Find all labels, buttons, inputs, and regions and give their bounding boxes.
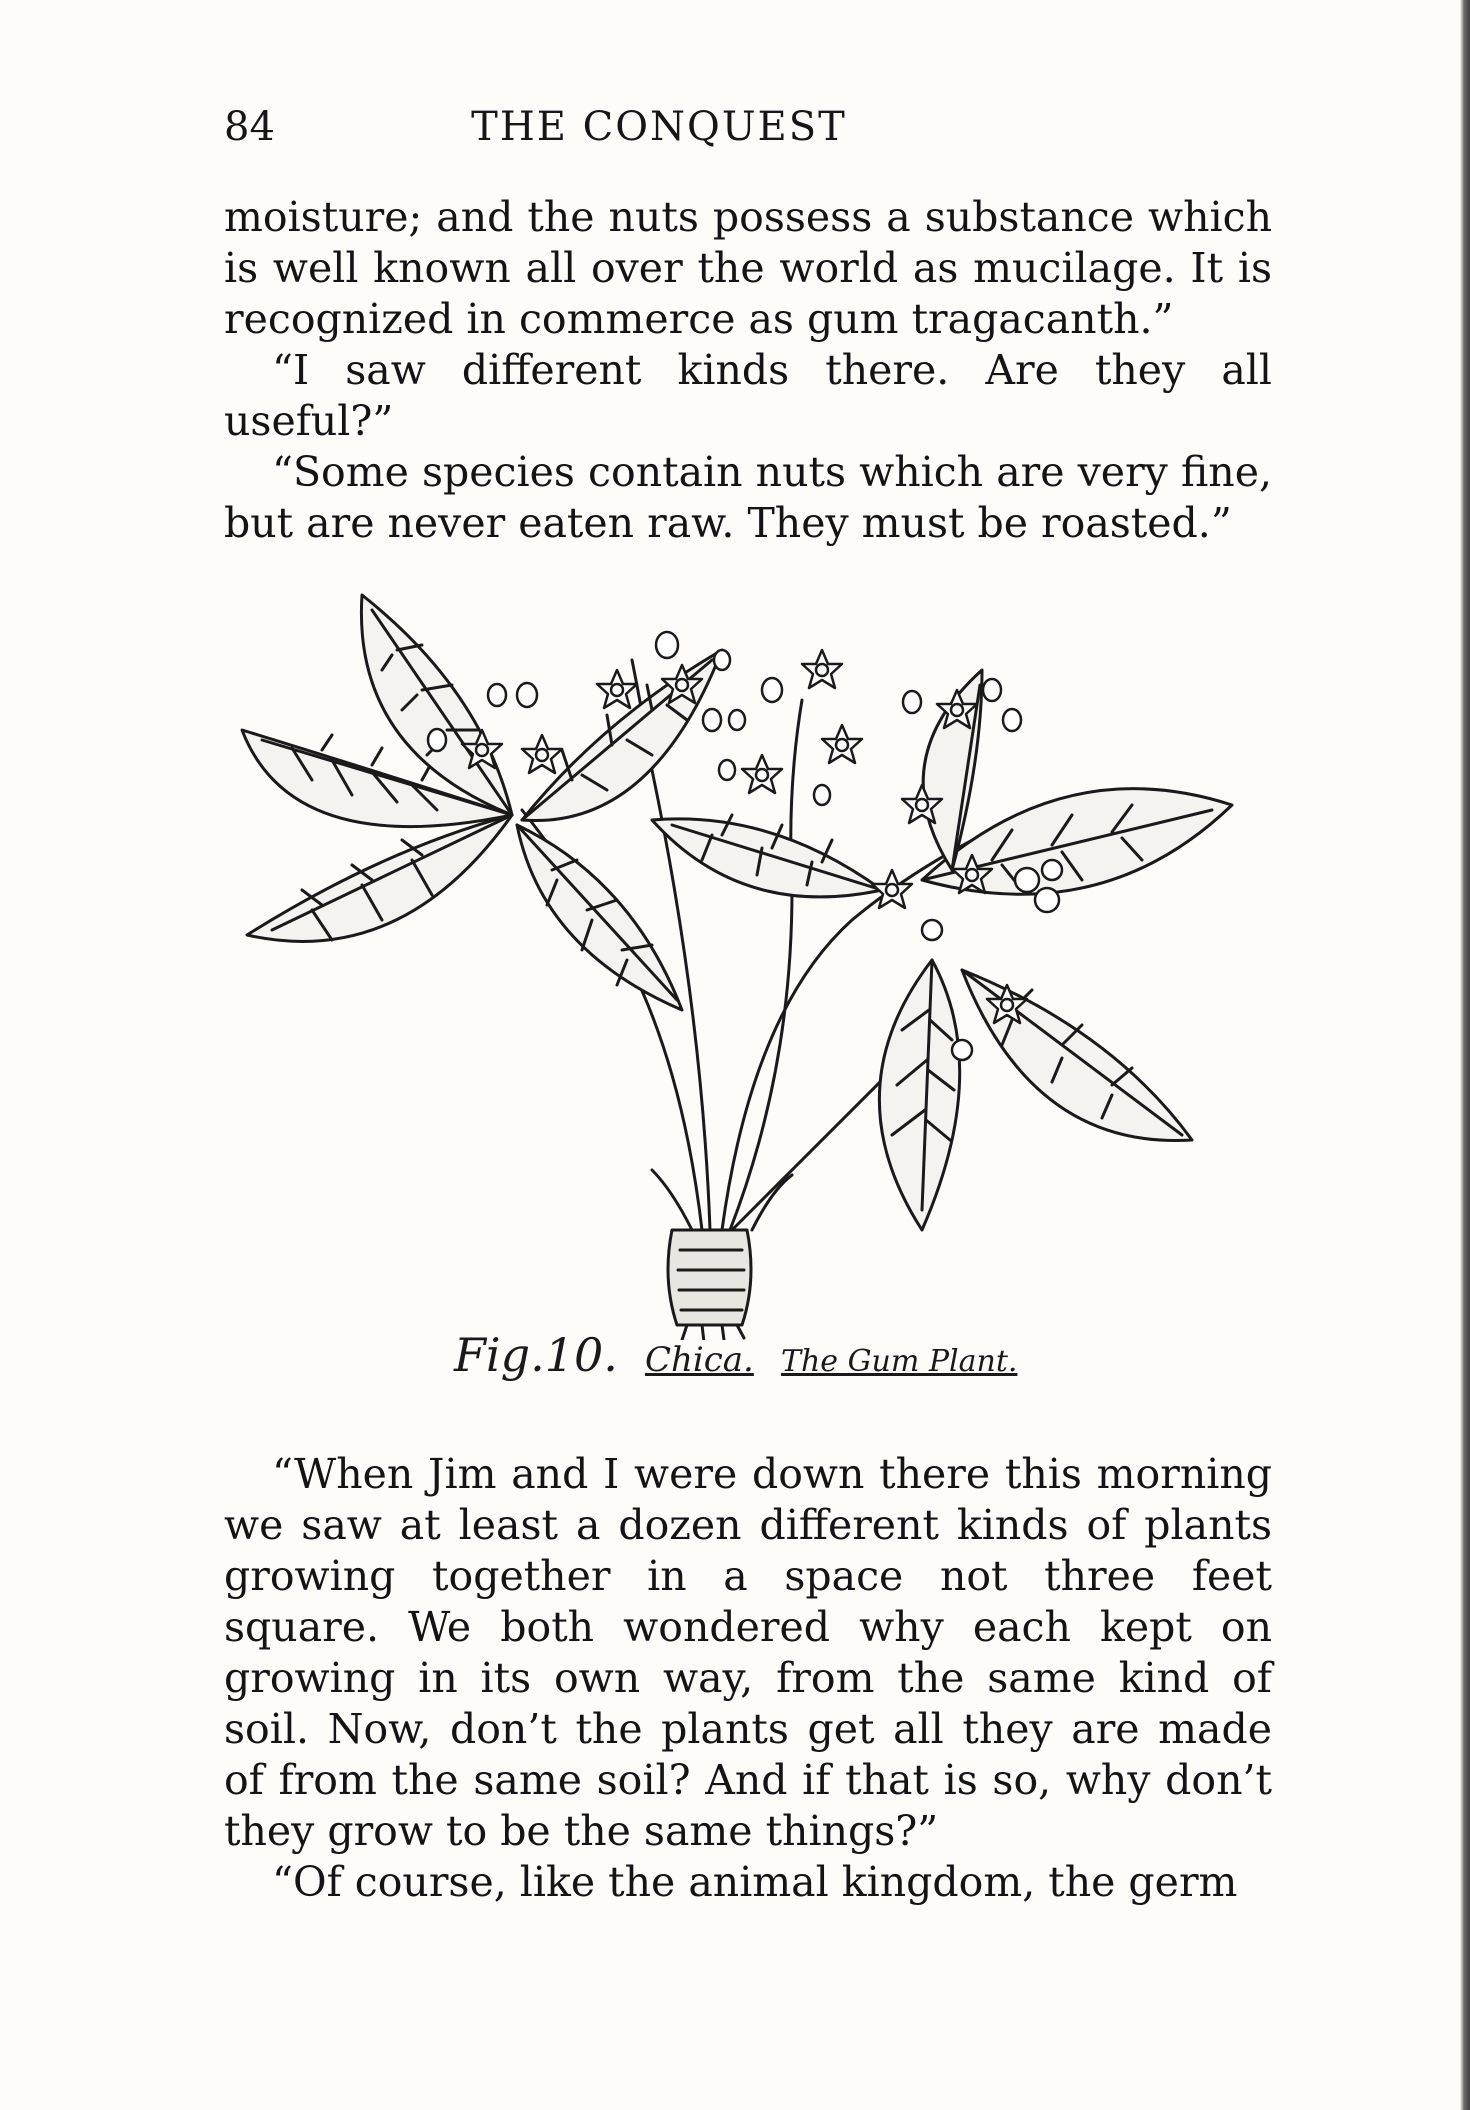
gum-plant-illustration [232, 590, 1252, 1340]
paragraph-jim-question: “When Jim and I were down there this morning we saw at least a dozen different kinds of plants growing together in a space not three feet square. We both wondered why each kept on growing in its own way, from the same kind of soil. Now, don’t the plants get all they are made of from the same soil? And if that is so, why don’t they grow to be the same things?” [224, 1450, 1272, 1855]
page-header [224, 104, 1264, 168]
paragraph-answer: “Some species contain nuts which are very fine, but are never eaten raw. They must be roasted.” [224, 448, 1272, 547]
bottom-text-block [224, 1449, 1272, 1908]
page-number: 84 [224, 104, 275, 150]
top-text-block [224, 192, 1272, 549]
running-head: THE CONQUEST [471, 104, 847, 150]
figure-name: Chica. [644, 1340, 754, 1380]
figure-label: Fig.10. [454, 1328, 618, 1382]
figure-subtitle: The Gum Plant. [780, 1344, 1018, 1379]
paragraph-continuation: moisture; and the nuts possess a substance which is well known all over the world as mucilage. It is recognized in commerce as gum tragacanth.” [224, 193, 1272, 343]
paragraph-question: “I saw different kinds there. Are they all useful?” [224, 346, 1272, 445]
paragraph-germ-answer: “Of course, like the animal kingdom, the germ [272, 1858, 1238, 1906]
root-ball [668, 1230, 751, 1340]
right-leaf-cluster [652, 670, 1232, 1230]
figure-caption [454, 1328, 1154, 1382]
left-leaf-cluster [242, 595, 722, 1010]
page-edge-shadow [1460, 0, 1470, 2110]
